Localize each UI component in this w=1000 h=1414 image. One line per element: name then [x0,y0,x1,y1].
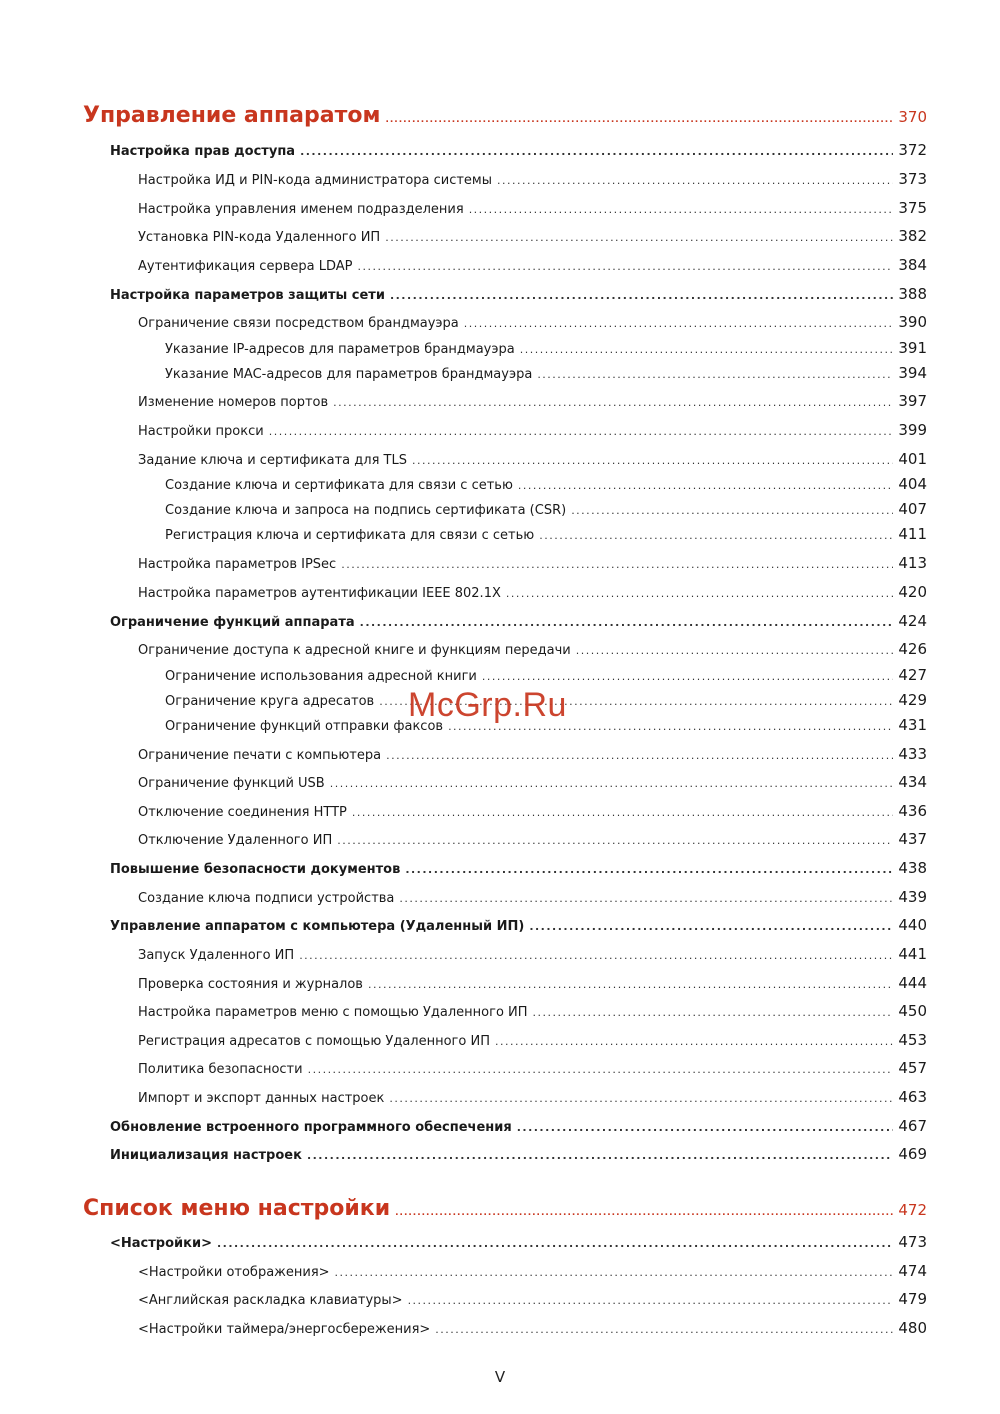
dot-leader [299,949,893,962]
toc-entry-page: 394 [898,364,927,382]
dot-leader [269,425,894,438]
dot-leader [529,920,893,933]
toc-entry-title: Настройка прав доступа [110,144,296,159]
toc-entry-title: Ограничение доступа к адресной книге и функциям передачи [138,643,571,658]
toc-entry[interactable] [0,313,1000,331]
toc-entry-page: 463 [898,1088,927,1106]
toc-entry[interactable] [0,859,1000,877]
dot-leader [390,289,893,302]
toc-entry[interactable] [0,802,1000,820]
toc-entry-title: Ограничение функций аппарата [110,615,355,630]
dot-leader [368,978,893,991]
toc-entry[interactable] [0,1002,1000,1020]
toc-entry[interactable] [0,392,1000,410]
toc-entry-page: 441 [898,945,927,963]
toc-entry-page: 370 [898,108,927,126]
toc-entry[interactable] [0,525,1000,543]
toc-entry-page: 453 [898,1031,927,1049]
dot-leader [389,1092,893,1105]
toc-entry-title: <Настройки отображения> [138,1265,330,1280]
toc-entry-page: 373 [898,170,927,188]
toc-entry-title: Настройка параметров меню с помощью Удаленного ИП [138,1005,528,1020]
toc-entry[interactable] [0,450,1000,468]
dot-leader [482,670,893,683]
toc-entry[interactable] [0,916,1000,934]
toc-entry-title: Настройка параметров защиты сети [110,288,385,303]
dot-leader [352,806,893,819]
toc-entry-page: 467 [898,1117,927,1135]
toc-entry-title: Ограничение функций USB [138,776,325,791]
toc-entry[interactable] [0,745,1000,763]
toc-entry-page: 472 [898,1201,927,1219]
dot-leader [337,834,893,847]
toc-entry[interactable] [0,199,1000,217]
toc-entry-title: <Английская раскладка клавиатуры> [138,1293,403,1308]
toc-entry[interactable] [0,612,1000,630]
toc-entry[interactable] [0,1262,1000,1280]
toc-entry[interactable] [0,1088,1000,1106]
toc-entry-page: 444 [898,974,927,992]
dot-leader [539,529,893,542]
toc-entry-page: 438 [898,859,927,877]
dot-leader [405,863,893,876]
toc-entry-page: 401 [898,450,927,468]
toc-entry[interactable] [0,1319,1000,1337]
toc-entry-page: 436 [898,802,927,820]
dot-leader [385,115,893,125]
toc-chapter[interactable] [0,1196,1000,1221]
toc-entry[interactable] [0,554,1000,572]
toc-entry[interactable] [0,1059,1000,1077]
toc-entry[interactable] [0,141,1000,159]
toc-entry-page: 479 [898,1290,927,1308]
toc-entry-title: Создание ключа и сертификата для связи с сетью [165,478,513,493]
toc-entry-page: 426 [898,640,927,658]
toc-entry-page: 450 [898,1002,927,1020]
dot-leader [333,396,893,409]
toc-entry-title: Список меню настройки [83,1196,391,1221]
dot-leader [576,644,894,657]
toc-entry-page: 424 [898,612,927,630]
toc-entry-title: Настройка параметров аутентификации IEEE 802.1X [138,586,501,601]
toc-entry[interactable] [0,974,1000,992]
dot-leader [533,1006,894,1019]
toc-entry-page: 474 [898,1262,927,1280]
dot-leader [395,1208,893,1218]
dot-leader [537,368,893,381]
toc-entry-page: 437 [898,830,927,848]
dot-leader [335,1266,894,1279]
dot-leader [495,1035,893,1048]
toc-entry-title: Настройки прокси [138,424,264,439]
toc-entry[interactable] [0,339,1000,357]
toc-entry-page: 429 [898,691,927,709]
toc-entry-page: 420 [898,583,927,601]
toc-entry[interactable] [0,830,1000,848]
dot-leader [464,317,894,330]
toc-entry-title: Изменение номеров портов [138,395,329,410]
watermark: McGrp.Ru [408,686,567,724]
toc-entry[interactable] [0,364,1000,382]
toc-entry-page: 372 [898,141,927,159]
toc-entry[interactable] [0,1117,1000,1135]
toc-entry-page: 439 [898,888,927,906]
toc-entry-title: Указание IP-адресов для параметров брандмауэра [165,342,515,357]
toc-entry-title: Установка PIN-кода Удаленного ИП [138,230,381,245]
toc-entry-title: Указание MAC-адресов для параметров брандмауэра [165,367,533,382]
toc-entry-title: Обновление встроенного программного обеспечения [110,1120,512,1135]
toc-entry-page: 390 [898,313,927,331]
dot-leader [517,1121,894,1134]
toc-entry[interactable] [0,945,1000,963]
toc-entry-title: Аутентификация сервера LDAP [138,259,353,274]
dot-leader [385,231,893,244]
toc-entry-title: Настройка управления именем подразделения [138,202,464,217]
toc-entry-title: Ограничение печати с компьютера [138,748,382,763]
toc-chapter[interactable] [0,103,1000,128]
dot-leader [300,145,893,158]
toc-entry-page: 434 [898,773,927,791]
dot-leader [506,587,893,600]
dot-leader [386,749,893,762]
dot-leader [330,777,894,790]
dot-leader [497,174,893,187]
toc-entry[interactable] [0,1145,1000,1163]
toc-entry[interactable] [0,888,1000,906]
dot-leader [518,479,893,492]
toc-entry-title: Регистрация адресатов с помощью Удаленного ИП [138,1034,490,1049]
dot-leader [341,558,893,571]
toc-entry-title: Ограничение функций отправки факсов [165,719,444,734]
toc-entry[interactable] [0,1290,1000,1308]
toc-entry-title: Задание ключа и сертификата для TLS [138,453,407,468]
toc-entry[interactable] [0,1031,1000,1049]
toc-entry-title: Отключение Удаленного ИП [138,833,333,848]
toc-entry-page: 427 [898,666,927,684]
toc-entry-page: 440 [898,916,927,934]
toc-entry-page: 413 [898,554,927,572]
toc-entry[interactable] [0,170,1000,188]
toc-entry-title: Проверка состояния и журналов [138,977,363,992]
toc-entry-title: <Настройки таймера/энергосбережения> [138,1322,431,1337]
toc-entry-title: Управление аппаратом с компьютера (Удаленный ИП) [110,919,525,934]
toc-entry-title: Ограничение использования адресной книги [165,669,477,684]
toc-entry[interactable] [0,583,1000,601]
dot-leader [307,1149,893,1162]
toc-entry-page: 399 [898,421,927,439]
toc-entry[interactable] [0,475,1000,493]
toc-entry-page: 391 [898,339,927,357]
toc-entry-title: Управление аппаратом [83,103,381,128]
toc-entry-title: Создание ключа и запроса на подпись сертификата (CSR) [165,503,567,518]
toc-entry-page: 407 [898,500,927,518]
toc-entry-page: 404 [898,475,927,493]
toc-entry-page: 375 [898,199,927,217]
toc-entry-title: Ограничение круга адресатов [165,694,375,709]
toc-entry-title: Запуск Удаленного ИП [138,948,295,963]
toc-entry-title: Настройка ИД и PIN-кода администратора системы [138,173,493,188]
toc-entry[interactable] [0,773,1000,791]
toc-entry-page: 457 [898,1059,927,1077]
toc-entry-title: Политика безопасности [138,1062,303,1077]
dot-leader [571,504,893,517]
toc-entry-page: 469 [898,1145,927,1163]
dot-leader [469,203,894,216]
toc-entry[interactable] [0,1233,1000,1251]
dot-leader [360,616,894,629]
toc-entry[interactable] [0,227,1000,245]
toc-entry[interactable] [0,500,1000,518]
toc-entry[interactable] [0,285,1000,303]
toc-entry[interactable] [0,666,1000,684]
toc-entry-page: 382 [898,227,927,245]
dot-leader [412,454,893,467]
toc-entry-title: Повышение безопасности документов [110,862,401,877]
dot-leader [308,1063,894,1076]
toc-entry-title: <Настройки> [110,1236,212,1251]
toc-entry[interactable] [0,421,1000,439]
dot-leader [357,260,893,273]
toc-entry-page: 431 [898,716,927,734]
dot-leader [435,1323,893,1336]
toc-entry-title: Создание ключа подписи устройства [138,891,395,906]
toc-entry-page: 384 [898,256,927,274]
toc-entry-title: Отключение соединения HTTP [138,805,347,820]
toc-entry-title: Регистрация ключа и сертификата для связи с сетью [165,528,535,543]
toc-entry-page: 480 [898,1319,927,1337]
toc-entry-page: 397 [898,392,927,410]
dot-leader [520,343,894,356]
toc-entry-page: 388 [898,285,927,303]
toc-entry-page: 473 [898,1233,927,1251]
dot-leader [399,892,893,905]
toc-entry[interactable] [0,640,1000,658]
toc-entry-title: Инициализация настроек [110,1148,302,1163]
toc-entry[interactable] [0,256,1000,274]
dot-leader [408,1294,894,1307]
toc-entry-title: Импорт и экспорт данных настроек [138,1091,385,1106]
toc-entry-title: Ограничение связи посредством брандмауэра [138,316,459,331]
toc-entry-title: Настройка параметров IPSec [138,557,337,572]
dot-leader [217,1237,893,1250]
toc-entry-page: 411 [898,525,927,543]
page-number: V [494,1368,506,1386]
toc-entry-page: 433 [898,745,927,763]
